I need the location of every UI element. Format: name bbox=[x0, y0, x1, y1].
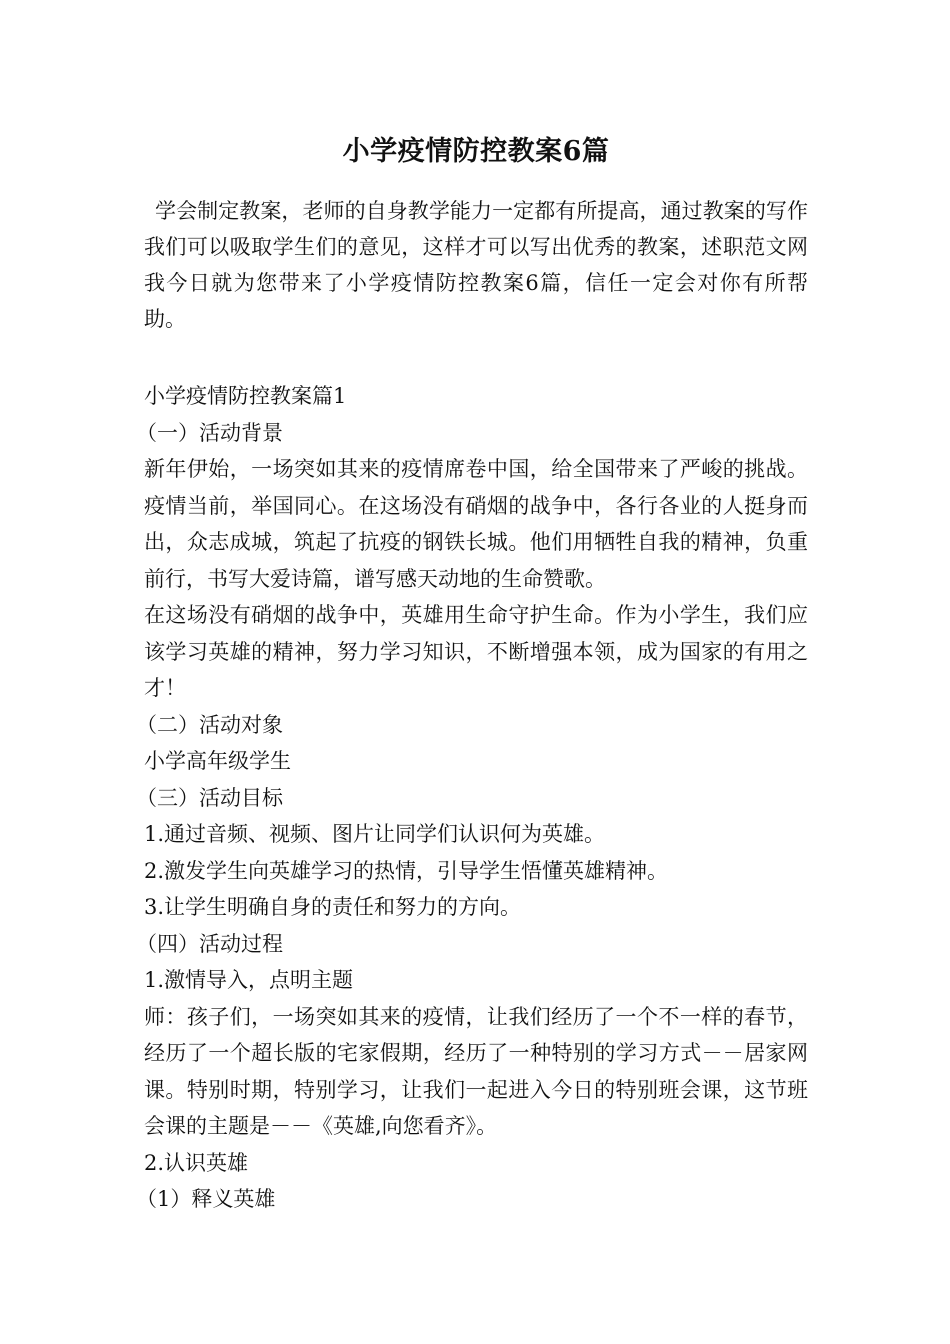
section-heading: （一）活动背景 bbox=[136, 420, 283, 445]
document-body bbox=[136, 378, 808, 1218]
body-paragraph: 在这场没有硝烟的战争中，英雄用生命守护生命。作为小学生，我们应该学习英雄的精神，努力学习知识，不断增强本领，成为国家的有用之才！ bbox=[144, 603, 808, 700]
section-heading: （二）活动对象 bbox=[136, 712, 283, 737]
body-paragraph: 小学高年级学生 bbox=[144, 749, 291, 773]
body-paragraph: 2.认识英雄 bbox=[144, 1150, 249, 1175]
section-heading: （四）活动过程 bbox=[136, 931, 283, 956]
body-paragraph: 新年伊始，一场突如其来的疫情席卷中国，给全国带来了严峻的挑战。疫情当前，举国同心。在这场没有硝烟的战争中，各行各业的人挺身而出，众志成城，筑起了抗疫的钢铁长城。他们用牺牲自我的精神，负重前行，书写大爱诗篇，谱写感天动地的生命赞歌。 bbox=[144, 457, 808, 591]
body-paragraph: 1.激情导入，点明主题 bbox=[144, 968, 354, 992]
document-title: 小学疫情防控教案6篇 bbox=[342, 136, 610, 167]
body-paragraph: 2.激发学生向英雄学习的热情，引导学生悟懂英雄精神。 bbox=[144, 858, 669, 883]
body-paragraph: 3.让学生明确自身的责任和努力的方向。 bbox=[144, 895, 522, 919]
section-heading: （三）活动目标 bbox=[136, 785, 283, 810]
body-paragraph: 小学疫情防控教案篇1 bbox=[144, 384, 347, 408]
body-paragraph: 1.通过音频、视频、图片让同学们认识何为英雄。 bbox=[144, 822, 606, 846]
body-paragraph: 师：孩子们，一场突如其来的疫情，让我们经历了一个不一样的春节，经历了一个超长版的宅家假期，经历了一种特别的学习方式－－居家网课。特别时期，特别学习，让我们一起进入今日的特别班会课，这节班会课的主题是－－《英雄,向您看齐》。 bbox=[144, 1004, 808, 1138]
intro-paragraph: 学会制定教案，老师的自身教学能力一定都有所提高，通过教案的写作我们可以吸取学生们的意见，这样才可以写出优秀的教案，述职范文网我今日就为您带来了小学疫情防控教案6篇，信任一定会对你有所帮助。 bbox=[144, 199, 808, 331]
section-heading: （1）释义英雄 bbox=[136, 1187, 276, 1211]
